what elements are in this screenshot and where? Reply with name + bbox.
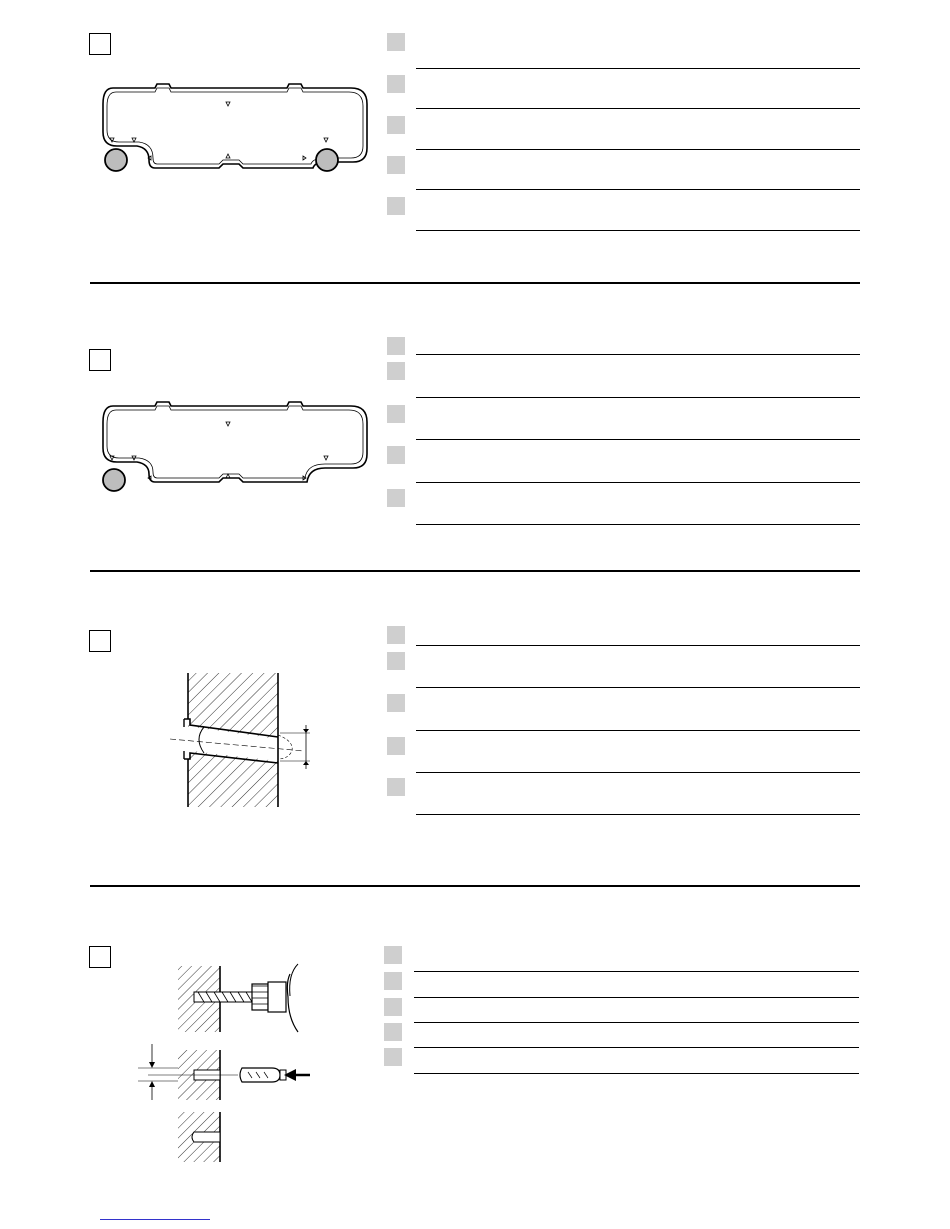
tri-marks bbox=[110, 102, 328, 160]
text-line bbox=[414, 1047, 859, 1048]
step-box-2 bbox=[89, 349, 111, 371]
text-line bbox=[416, 354, 860, 355]
bullet-square bbox=[387, 737, 405, 755]
bullet-square bbox=[387, 197, 405, 215]
step-box-4 bbox=[89, 946, 111, 968]
bullet-square bbox=[387, 694, 405, 712]
mounting-plate-figure-2 bbox=[95, 398, 375, 548]
bullet-square bbox=[387, 489, 405, 507]
mounting-plate-figure-1 bbox=[95, 80, 375, 230]
wall-anchor-left bbox=[103, 469, 125, 491]
wall-anchor-left bbox=[105, 149, 127, 171]
bullet-square bbox=[384, 998, 402, 1016]
text-line bbox=[416, 730, 860, 731]
text-line bbox=[414, 971, 859, 972]
drilling-figure bbox=[138, 960, 338, 1170]
text-line bbox=[416, 687, 860, 688]
text-line bbox=[414, 1073, 859, 1074]
text-line bbox=[416, 439, 860, 440]
text-line bbox=[416, 149, 860, 150]
text-line bbox=[414, 1022, 859, 1023]
bullet-square bbox=[387, 75, 405, 93]
wall-cross-section-figure bbox=[170, 665, 350, 815]
bullet-square bbox=[387, 116, 405, 134]
step-box-1 bbox=[89, 33, 111, 55]
bullet-square bbox=[384, 946, 402, 964]
wall-anchor-right bbox=[316, 149, 338, 171]
bullet-square bbox=[387, 778, 405, 796]
bullet-square bbox=[387, 626, 405, 644]
text-line bbox=[416, 772, 860, 773]
bullet-square bbox=[387, 446, 405, 464]
text-line bbox=[416, 108, 860, 109]
step-box-3 bbox=[89, 630, 111, 652]
bullet-square bbox=[387, 337, 405, 355]
bullet-square bbox=[387, 33, 405, 51]
bullet-square bbox=[384, 1048, 402, 1066]
text-line bbox=[416, 68, 860, 69]
text-line bbox=[416, 482, 860, 483]
wall-plug-icon bbox=[240, 1068, 286, 1082]
text-line bbox=[416, 645, 860, 646]
footer-link-underline[interactable] bbox=[100, 1219, 210, 1220]
section-divider bbox=[90, 282, 860, 284]
bullet-square bbox=[387, 405, 405, 423]
text-line bbox=[416, 189, 860, 190]
bullet-square bbox=[384, 1023, 402, 1041]
bullet-square bbox=[387, 362, 405, 380]
text-line bbox=[416, 524, 860, 525]
text-line bbox=[416, 397, 860, 398]
bullet-square bbox=[384, 972, 402, 990]
bullet-square bbox=[387, 652, 405, 670]
text-line bbox=[416, 230, 860, 231]
text-line bbox=[416, 814, 860, 815]
bullet-square bbox=[387, 156, 405, 174]
arrow-icon bbox=[284, 1069, 310, 1081]
drill-icon bbox=[252, 964, 298, 1032]
text-line bbox=[414, 997, 859, 998]
section-divider bbox=[90, 885, 860, 887]
section-divider bbox=[90, 570, 860, 572]
